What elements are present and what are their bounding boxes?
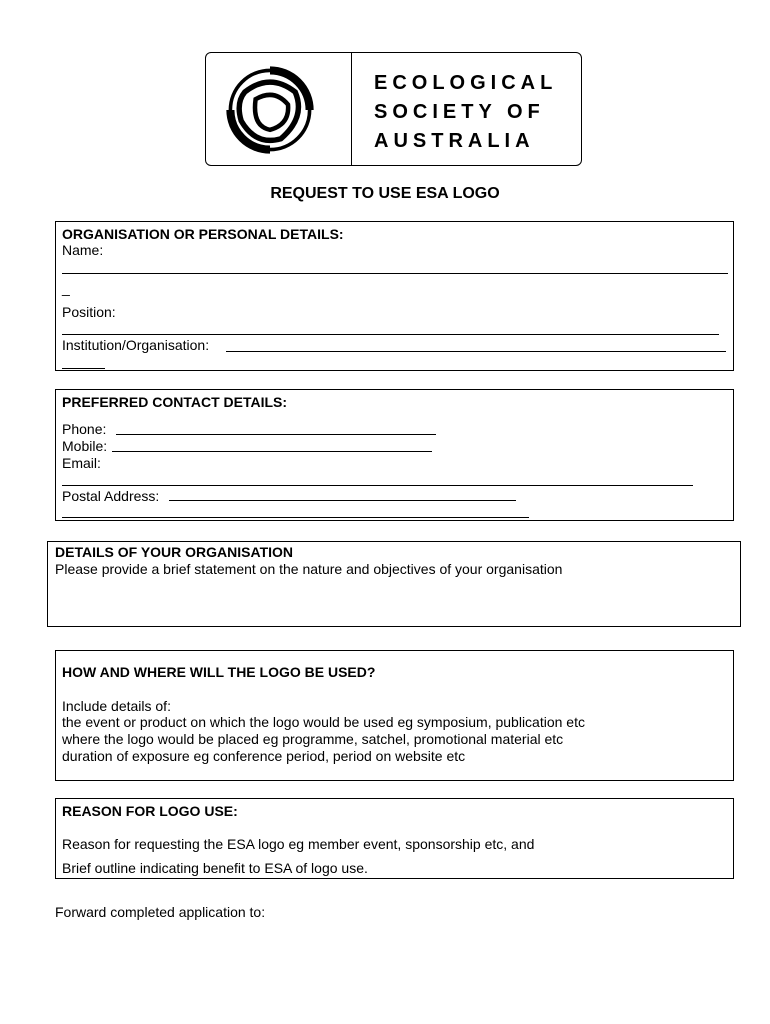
- institution-field[interactable]: [226, 351, 726, 352]
- name-field[interactable]: [62, 273, 728, 274]
- logo-usage-item: where the logo would be placed eg programme, satchel, promotional material etc: [62, 731, 564, 747]
- phone-label: Phone:: [62, 421, 107, 437]
- postal-address-field[interactable]: [169, 500, 516, 501]
- mobile-field[interactable]: [112, 451, 432, 452]
- forward-instruction: Forward completed application to:: [55, 904, 266, 920]
- contact-details-section: [55, 389, 734, 521]
- reason-line-1: Reason for requesting the ESA logo eg member event, sponsorship etc, and: [62, 836, 535, 852]
- organisation-section: [47, 541, 741, 627]
- logo-wordmark: [374, 69, 557, 156]
- logo-line-2: SOCIETY OF: [374, 101, 545, 123]
- institution-field-continuation[interactable]: [62, 368, 105, 369]
- logo-usage-item: duration of exposure eg conference period, period on website etc: [62, 748, 466, 764]
- logo-usage-intro: Include details of:: [62, 698, 171, 714]
- logo-line-1: ECOLOGICAL: [374, 72, 558, 94]
- reason-heading: REASON FOR LOGO USE:: [62, 803, 238, 819]
- organisation-details-heading: ORGANISATION OR PERSONAL DETAILS:: [62, 226, 344, 242]
- logo-usage-section: [55, 650, 734, 781]
- logo-usage-heading: HOW AND WHERE WILL THE LOGO BE USED?: [62, 664, 376, 680]
- esa-logo: [205, 52, 582, 166]
- organisation-details-section: [55, 221, 734, 371]
- logo-usage-item: the event or product on which the logo would be used eg symposium, publication etc: [62, 714, 585, 730]
- document-title: REQUEST TO USE ESA LOGO: [270, 185, 500, 202]
- position-field[interactable]: [62, 334, 719, 335]
- logo-divider: [351, 53, 352, 165]
- name-field-dash: _: [62, 280, 70, 296]
- mobile-label: Mobile:: [62, 438, 108, 454]
- email-label: Email:: [62, 455, 101, 471]
- institution-label: Institution/Organisation:: [62, 337, 210, 353]
- reason-section: [55, 798, 734, 879]
- position-label: Position:: [62, 304, 116, 320]
- organisation-instruction: Please provide a brief statement on the nature and objectives of your organisation: [55, 561, 563, 577]
- postal-address-label: Postal Address:: [62, 488, 160, 504]
- phone-field[interactable]: [116, 434, 436, 435]
- email-field[interactable]: [62, 485, 693, 486]
- contact-details-heading: PREFERRED CONTACT DETAILS:: [62, 394, 288, 410]
- postal-address-field-continuation[interactable]: [62, 517, 529, 518]
- organisation-heading: DETAILS OF YOUR ORGANISATION: [55, 544, 294, 560]
- esa-emblem-icon: [224, 65, 316, 155]
- name-label: Name:: [62, 242, 104, 258]
- logo-line-3: AUSTRALIA: [374, 130, 535, 152]
- reason-line-2: Brief outline indicating benefit to ESA of logo use.: [62, 860, 368, 876]
